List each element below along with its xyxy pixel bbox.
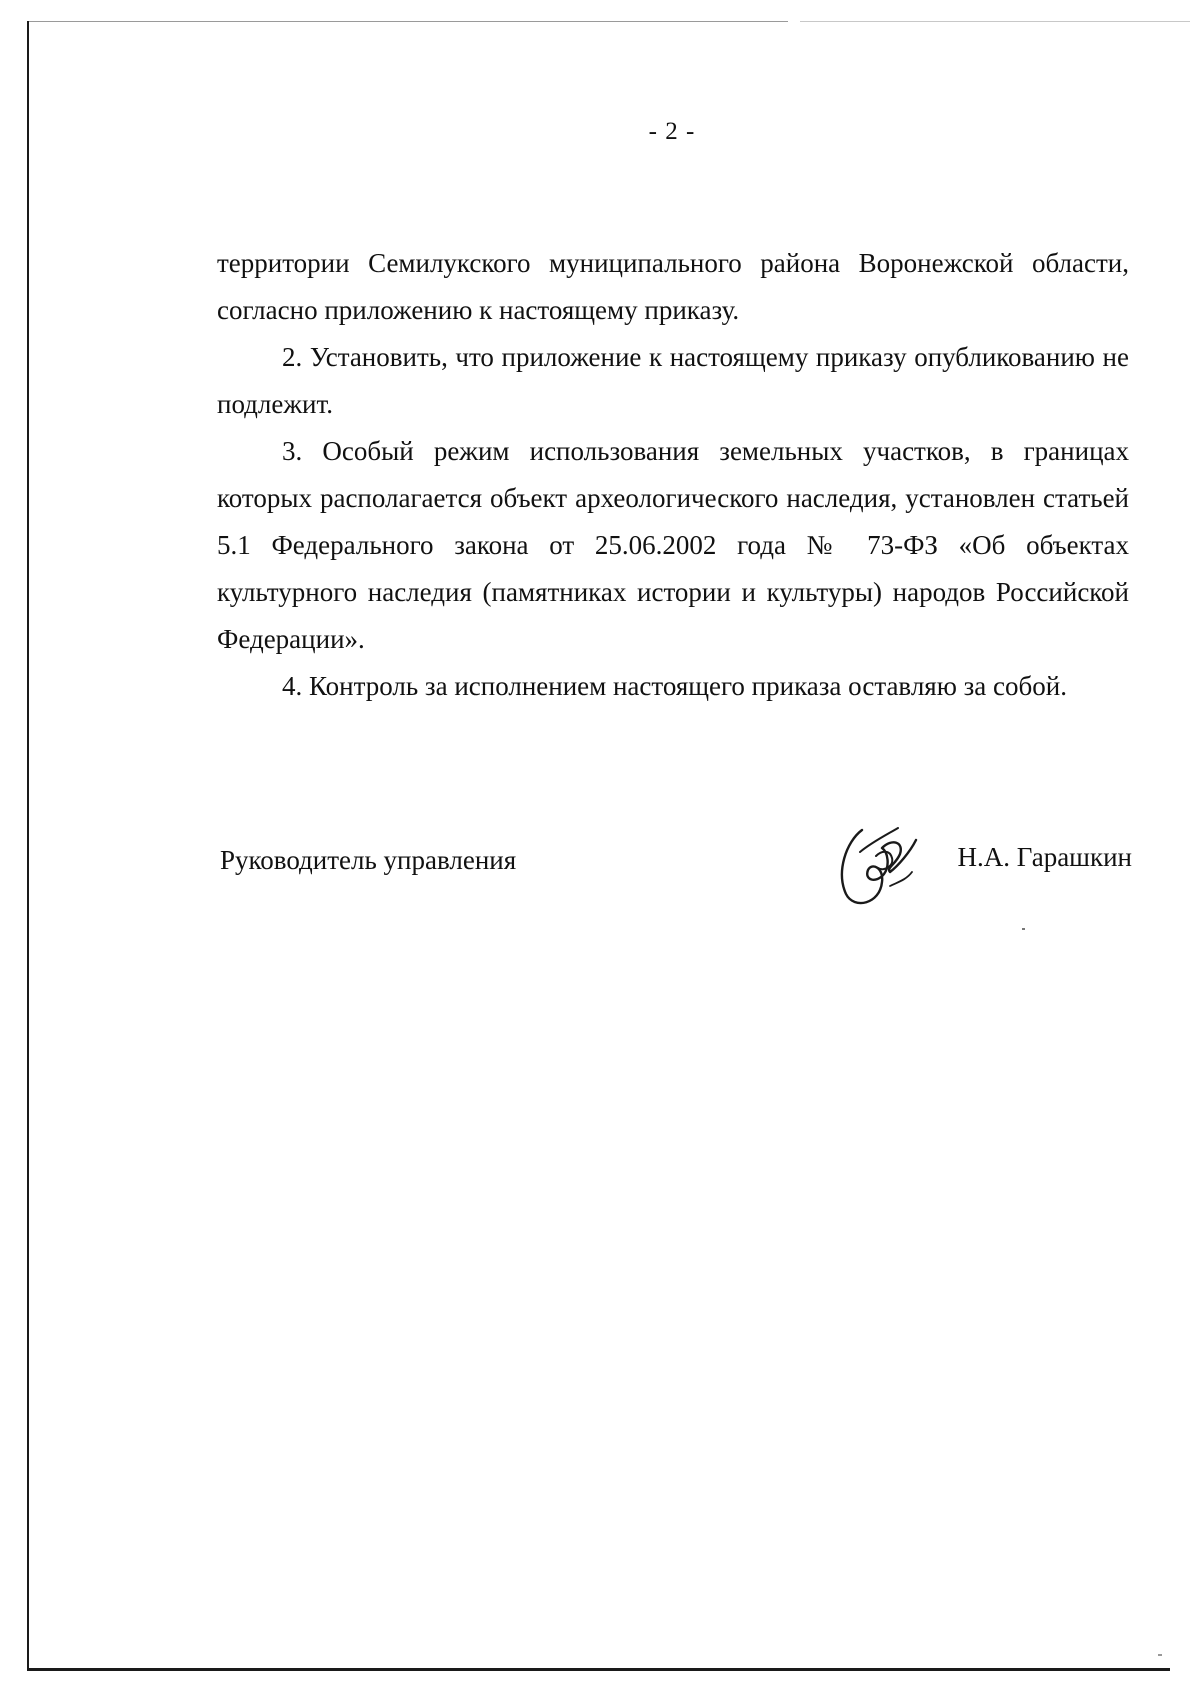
handwritten-signature bbox=[832, 812, 932, 912]
signature-block bbox=[220, 842, 1132, 965]
paragraph-item-4: 4. Контроль за исполнением настоящего приказа оставляю за собой. bbox=[282, 671, 1067, 701]
signer-name: Н.А. Гарашкин bbox=[957, 842, 1132, 872]
position-title: Руководитель управления bbox=[220, 845, 517, 875]
scan-speck bbox=[1022, 928, 1025, 930]
page-number: - 2 - bbox=[648, 118, 696, 145]
scan-border-bottom bbox=[27, 1668, 1170, 1671]
document-body bbox=[217, 240, 1129, 710]
paragraph-item-3: 3. Особый режим использования земельных участков, в границах которых располагается объект археологического наследия, установлен статьей 5.1 Федерального закона от 25.06.2002 года № 73-ФЗ «Об объектах культурного наследия (памятниках истории и культуры) народов Российской Федерации». bbox=[217, 436, 1129, 654]
scan-speck bbox=[1158, 1654, 1162, 1656]
scan-border-top bbox=[28, 21, 788, 22]
scan-border-top-right bbox=[800, 21, 1190, 22]
scan-border-left bbox=[27, 21, 29, 1671]
paragraph-item-2: 2. Установить, что приложение к настоящему приказу опубликованию не подлежит. bbox=[217, 342, 1129, 419]
paragraph-continuation: территории Семилукского муниципального района Воронежской области, согласно приложению к настоящему приказу. bbox=[217, 248, 1129, 325]
